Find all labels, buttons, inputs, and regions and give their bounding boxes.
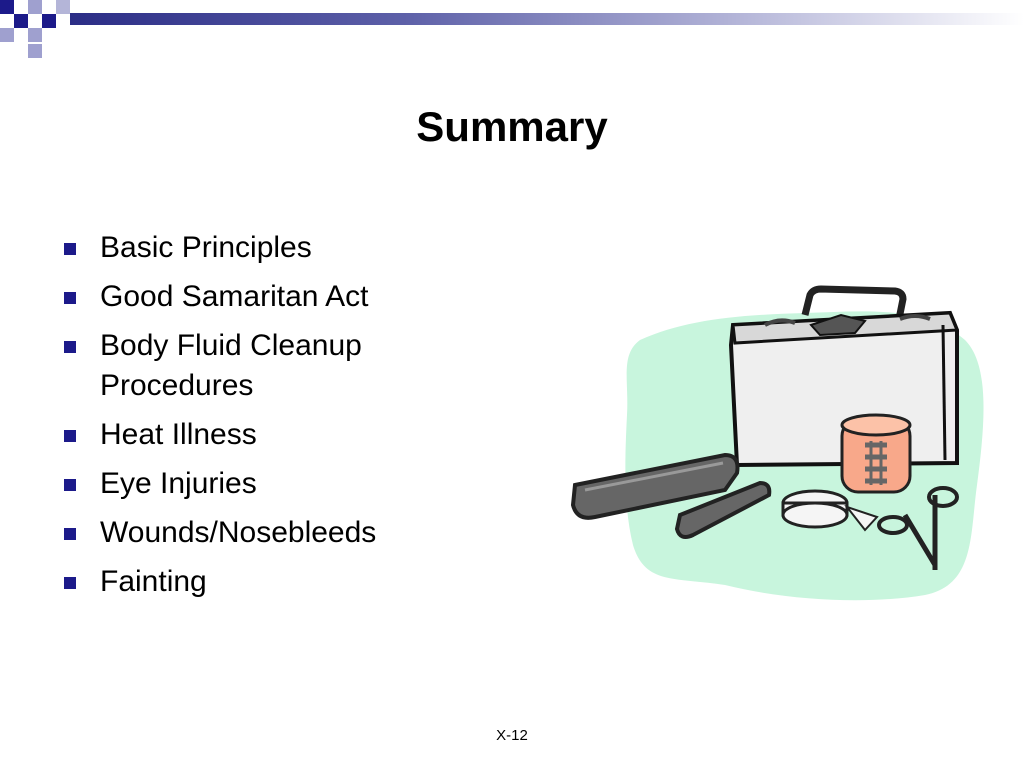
slide-number: X-12 xyxy=(496,727,528,744)
deco-square xyxy=(0,28,14,42)
bullet-item: Fainting xyxy=(62,562,482,602)
header-decoration xyxy=(0,0,1024,70)
slide-title: Summary xyxy=(416,103,608,150)
deco-square xyxy=(28,44,42,58)
bullet-list xyxy=(62,228,482,611)
deco-square xyxy=(42,14,56,28)
bullet-item: Heat Illness xyxy=(62,415,482,455)
deco-square xyxy=(14,14,28,28)
deco-square xyxy=(28,28,42,42)
bullet-item: Basic Principles xyxy=(62,228,482,268)
first-aid-kit-clipart xyxy=(565,285,995,615)
bullet-item: Eye Injuries xyxy=(62,464,482,504)
deco-square xyxy=(14,0,28,14)
deco-square xyxy=(0,0,14,14)
header-gradient-band xyxy=(70,13,1024,25)
deco-square xyxy=(56,0,70,14)
bullet-item: Body Fluid Cleanup Procedures xyxy=(62,326,482,406)
bullet-item: Wounds/Nosebleeds xyxy=(62,513,482,553)
bullet-item: Good Samaritan Act xyxy=(62,277,482,317)
deco-square xyxy=(28,0,42,14)
bandage-roll-icon xyxy=(842,415,910,492)
